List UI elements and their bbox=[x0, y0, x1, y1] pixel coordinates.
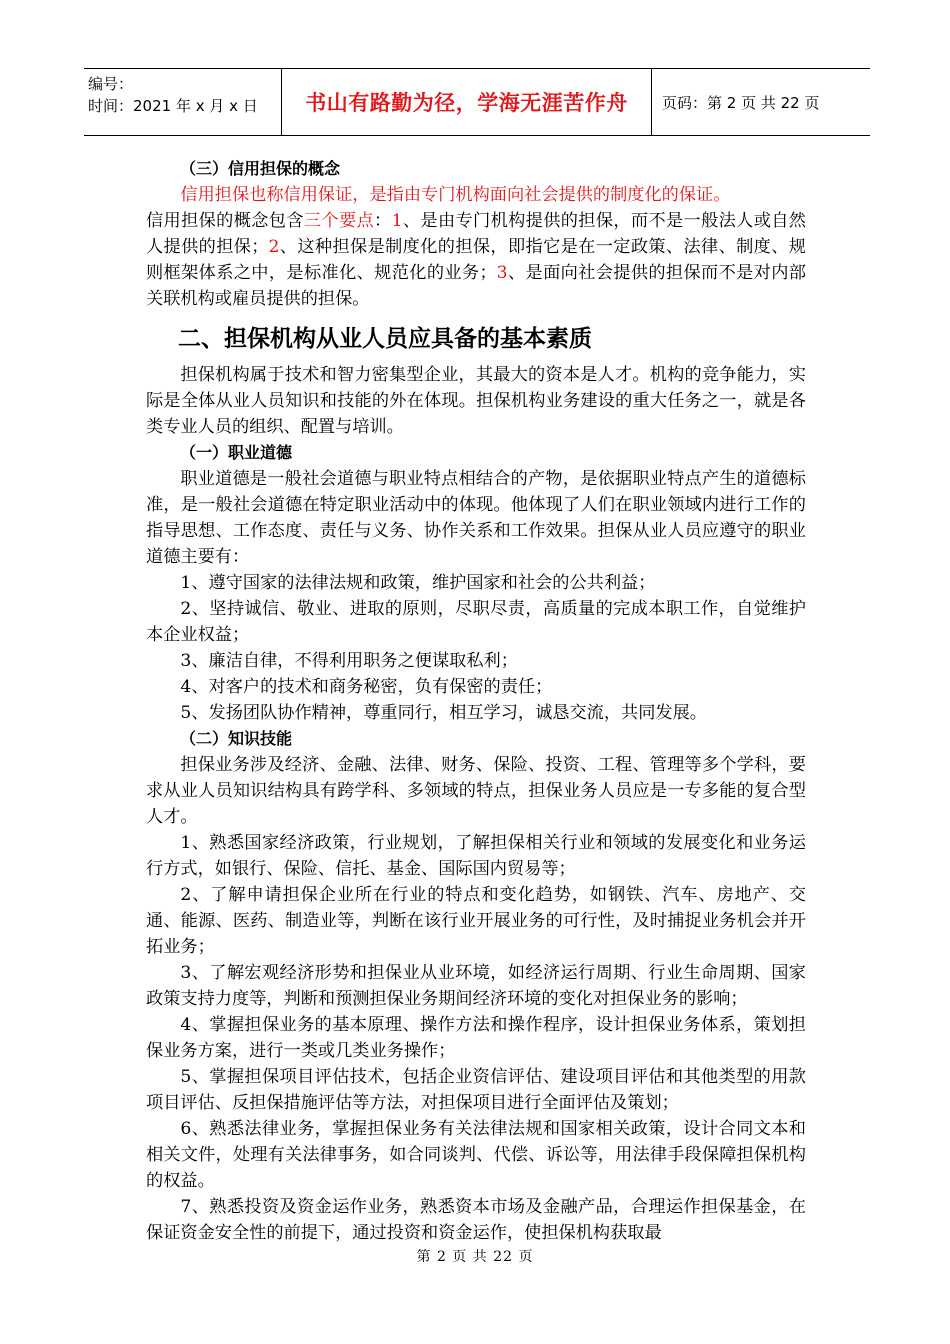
header-meta bbox=[84, 69, 282, 135]
skills-intro: 担保业务涉及经济、金融、法律、财务、保险、投资、工程、管理等多个学科，要求从业人员知识结构具有跨学科、多领域的特点，担保业务人员应是一专多能的复合型人才。 bbox=[146, 755, 806, 827]
ethics-item: 3、廉洁自律，不得利用职务之便谋取私利； bbox=[180, 651, 518, 671]
ethics-heading: （一）职业道德 bbox=[180, 443, 293, 462]
ethics-item: 5、发扬团队协作精神，尊重同行，相互学习，诚恳交流，共同发展。 bbox=[180, 703, 707, 723]
chapter-2-heading: 二、担保机构从业人员应具备的基本素质 bbox=[178, 326, 592, 352]
header-motto: 书山有路勤为径，学海无涯苦作舟 bbox=[282, 69, 652, 135]
header-page-info: 页码：第 2 页 共 22 页 bbox=[662, 93, 820, 112]
doc-time: 时间：2021 年 x 月 x 日 bbox=[88, 97, 258, 115]
skills-item: 7、熟悉投资及资金运作业务，熟悉资本市场及金融产品，合理运作担保基金，在保证资金安全性的前提下，通过投资和资金运作，使担保机构获取最 bbox=[146, 1197, 806, 1243]
document-body bbox=[146, 156, 806, 1246]
page-header bbox=[84, 68, 870, 136]
skills-item: 4、掌握担保业务的基本原理、操作方法和操作程序，设计担保业务体系，策划担保业务方案，进行一类或几类业务操作； bbox=[146, 1015, 806, 1061]
skills-item: 3、了解宏观经济形势和担保业从业环境，如经济运行周期、行业生命周期、国家政策支持力度等，判断和预测担保业务期间经济环境的变化对担保业务的影响； bbox=[146, 963, 806, 1009]
ethics-item: 1、遵守国家的法律法规和政策，维护国家和社会的公共利益； bbox=[180, 573, 656, 593]
ethics-item: 2、坚持诚信、敬业、进取的原则，尽职尽责，高质量的完成本职工作，自觉维护本企业权益； bbox=[146, 599, 806, 645]
skills-item: 1、熟悉国家经济政策，行业规划，了解担保相关行业和领域的发展变化和业务运行方式，如银行、保险、信托、基金、国际国内贸易等； bbox=[146, 833, 806, 879]
three-points-paragraph: 信用担保的概念包含三个要点：1、是由专门机构提供的担保，而不是一般法人或自然人提供的担保；2、这种担保是制度化的担保，即指它是在一定政策、法律、制度、规则框架体系之中，是标准化、规范化的业务；3、是面向社会提供的担保而不是对内部关联机构或雇员提供的担保。 bbox=[146, 211, 806, 309]
chapter-2-intro: 担保机构属于技术和智力密集型企业，其最大的资本是人才。机构的竞争能力，实际是全体从业人员知识和技能的外在体现。担保机构业务建设的重大任务之一，就是各类专业人员的组织、配置与培训。 bbox=[146, 365, 806, 437]
ethics-item: 4、对客户的技术和商务秘密，负有保密的责任； bbox=[180, 677, 553, 697]
skills-item: 6、熟悉法律业务，掌握担保业务有关法律法规和国家相关政策，设计合同文本和相关文件，处理有关法律事务，如合同谈判、代偿、诉讼等，用法律手段保障担保机构的权益。 bbox=[146, 1119, 806, 1191]
skills-heading: （二）知识技能 bbox=[180, 729, 293, 748]
skills-item: 5、掌握担保项目评估技术，包括企业资信评估、建设项目评估和其他类型的用款项目评估、反担保措施评估等方法，对担保项目进行全面评估及策划； bbox=[146, 1067, 806, 1113]
page-footer: 第 2 页 共 22 页 bbox=[416, 1249, 534, 1265]
skills-item: 2、了解申请担保企业所在行业的特点和变化趋势，如钢铁、汽车、房地产、交通、能源、医药、制造业等，判断在该行业开展业务的可行性，及时捕捉业务机会并开拓业务； bbox=[146, 885, 806, 957]
doc-code-label: 编号： bbox=[88, 75, 134, 93]
section-3-heading: （三）信用担保的概念 bbox=[180, 159, 341, 178]
credit-guarantee-definition: 信用担保也称信用保证，是指由专门机构面向社会提供的制度化的保证。 bbox=[180, 185, 731, 205]
ethics-intro: 职业道德是一般社会道德与职业特点相结合的产物，是依据职业特点产生的道德标准，是一般社会道德在特定职业活动中的体现。他体现了人们在职业领域内进行工作的指导思想、工作态度、责任与义务、协作关系和工作效果。担保从业人员应遵守的职业道德主要有： bbox=[146, 469, 806, 567]
